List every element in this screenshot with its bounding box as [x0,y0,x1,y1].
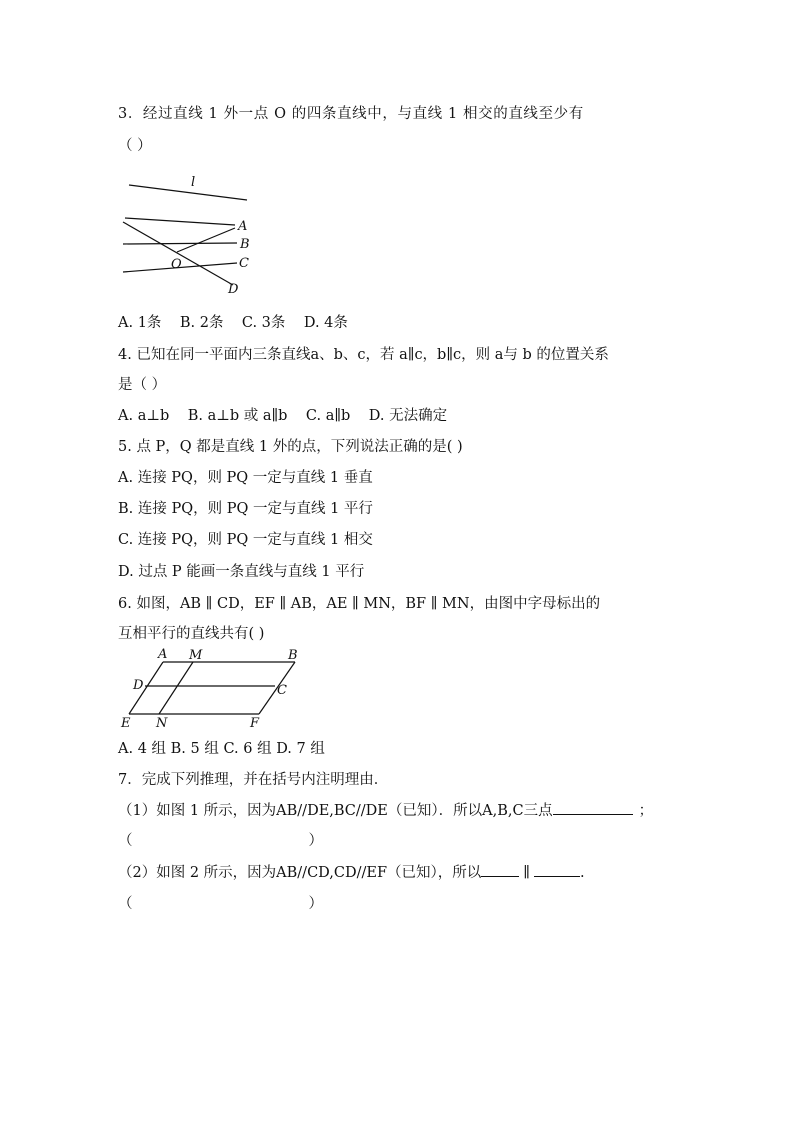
q7-part1-text: （1）如图 1 所示，因为AB//DE,BC//DE（已知）．所以A,B,C三点 [118,803,553,819]
q7-part1-blank[interactable] [553,800,633,815]
q3-options: A. 1条 B. 2条 C. 3条 D. 4条 [118,315,348,331]
q5-stem: 5. 点 P，Q 都是直线 1 外的点，下列说法正确的是( ) [118,439,463,455]
label-A: A [238,219,248,234]
q7-stem: 7．完成下列推理，并在括号内注明理由． [118,772,389,788]
label-C: C [277,683,287,698]
q4-stem-cont: 是（ ） [118,377,167,393]
label-M: M [189,648,203,663]
q6-stem: 6. 如图，AB ∥ CD，EF ∥ AB，AE ∥ MN，BF ∥ MN，由图中字母标出的 [118,596,601,612]
label-O: O [171,257,182,272]
q5-option-c: C. 连接 PQ，则 PQ 一定与直线 1 相交 [118,532,373,548]
q7-part1-end: ； [638,803,654,819]
label-N: N [156,716,168,731]
q5-option-d: D. 过点 P 能画一条直线与直线 1 平行 [118,564,365,580]
label-B: B [240,237,250,252]
label-E: E [121,716,131,731]
q7-part2-reason-open: （ [118,896,133,912]
q3-answer-blank: （ ） [118,138,152,154]
q7-part2 [118,861,585,882]
q5-option-b: B. 连接 PQ，则 PQ 一定与直线 1 平行 [118,501,373,517]
q7-part2-text: （2）如图 2 所示，因为AB//CD,CD//EF（已知），所以 [118,865,482,881]
q7-part2-reason-close: ） [308,896,323,912]
q6-stem-cont: 互相平行的直线共有( ) [118,626,265,642]
label-F: F [250,716,260,731]
label-B: B [288,648,298,663]
q7-part2-blank-2[interactable] [534,862,580,877]
q7-part1-reason-close: ） [308,833,323,849]
q7-part2-blank-1[interactable] [481,862,519,877]
q5-option-a: A. 连接 PQ，则 PQ 一定与直线 1 垂直 [118,470,373,486]
q7-part1-reason-open: （ [118,833,133,849]
label-C: C [239,256,249,271]
q7-part2-reason [118,892,323,913]
label-A: A [158,647,168,662]
q7-part1-reason [118,829,323,850]
q7-part1 [118,799,653,820]
q4-options: A. a⊥b B. a⊥b 或 a∥b C. a∥b D. 无法确定 [118,408,448,424]
q6-options: A. 4 组 B. 5 组 C. 6 组 D. 7 组 [118,741,325,757]
label-D: D [133,678,144,693]
line-OA [125,218,235,225]
q6-figure [115,646,305,732]
q3-stem: 3．经过直线 1 外一点 O 的四条直线中，与直线 1 相交的直线至少有 [118,106,584,122]
label-l: l [191,175,196,190]
line-l [129,185,247,200]
q7-part2-end: . [579,865,585,881]
label-D: D [228,282,239,297]
line-OD [123,222,233,285]
line-OA2 [177,228,235,252]
q3-figure [115,168,265,298]
q4-stem: 4. 已知在同一平面内三条直线a、b、c，若 a∥c，b∥c，则 a与 b 的位置关系 [118,347,609,363]
q7-part2-parallel: ∥ [523,865,530,881]
line-OB [123,243,237,244]
line-MN [159,662,193,714]
